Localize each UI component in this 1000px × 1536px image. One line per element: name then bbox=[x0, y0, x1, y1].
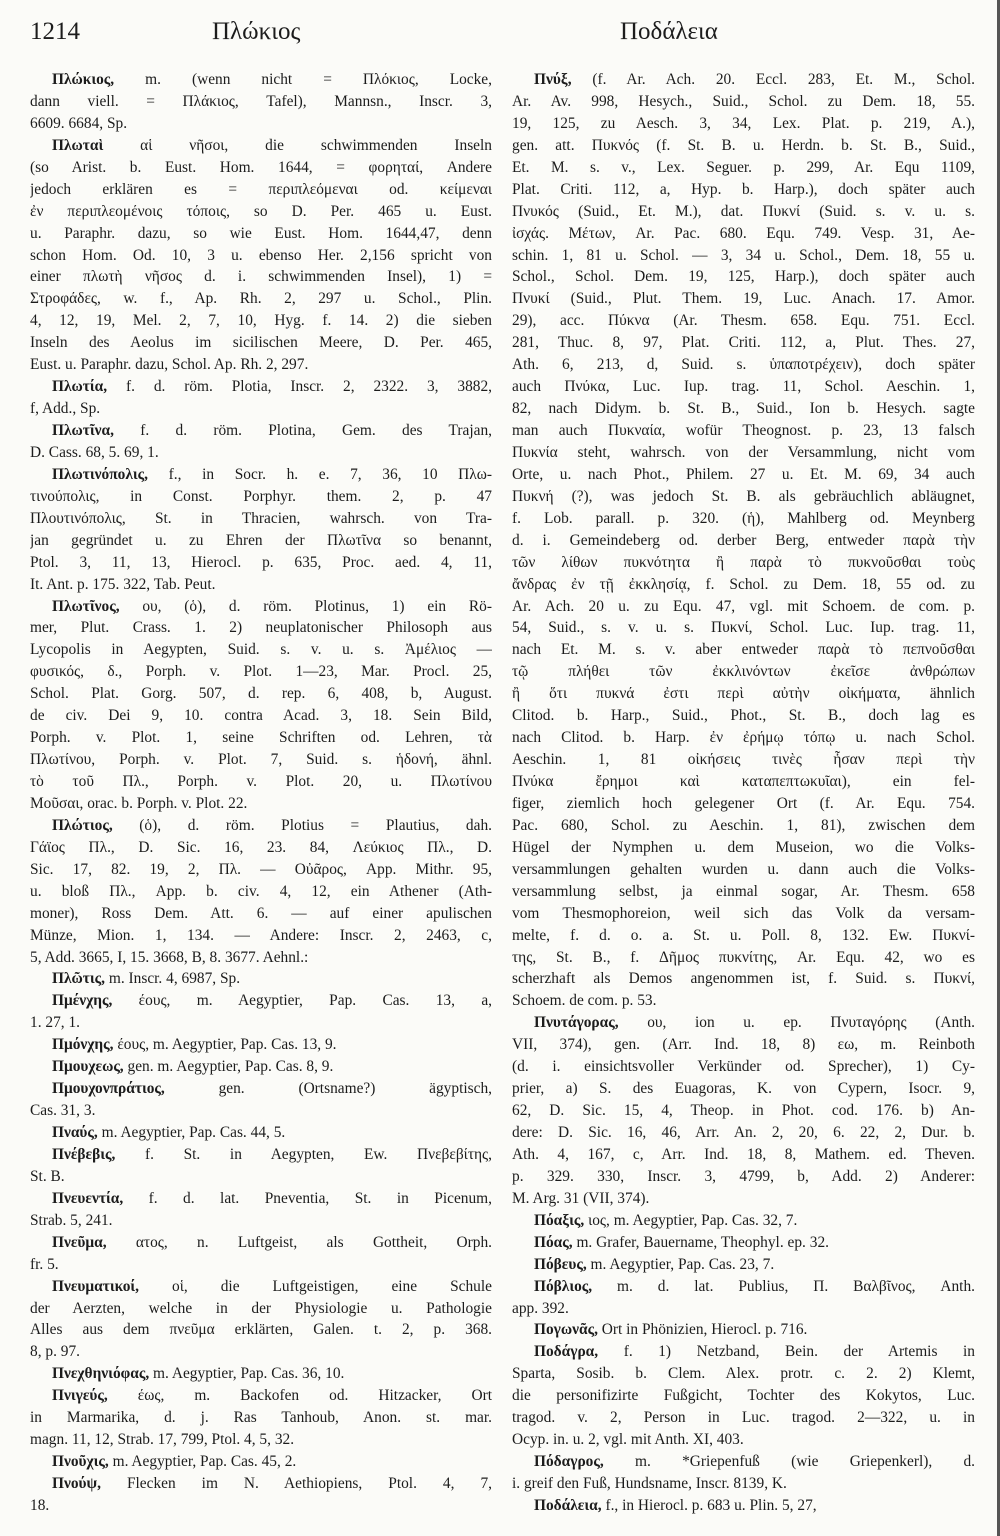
entry-line: (d. i. einsichtsvoller Verkünder od. Sprecher), 1) Cy- bbox=[512, 1058, 975, 1076]
entry-first-line bbox=[30, 596, 492, 618]
entry-headword: Πνευεντία, bbox=[52, 1189, 124, 1207]
entry-line: 8, p. 97. bbox=[30, 1343, 81, 1361]
entry-line: St. B. bbox=[30, 1167, 65, 1185]
entry-line: 62, D. Sic. 15, 4, Theop. in Phot. cod. 176. b) An- bbox=[512, 1102, 975, 1120]
entry-line: D. Cass. 68, 5. 69, 1. bbox=[30, 443, 159, 461]
entry-line: versammlungen gehalten wurden u. dann auch die Volks- bbox=[512, 860, 975, 878]
entry-line: M. Arg. 31 (VII, 374). bbox=[512, 1189, 650, 1207]
entry-headword: Πλωτῖνος, bbox=[52, 597, 120, 615]
entry-text: m. (wenn nicht = Πλόκιος, Locke, bbox=[114, 71, 492, 88]
entry-line: Sic. 17, 82. 19, 2, Πλ. — Οὐᾶρος, App. Mithr. 95, bbox=[30, 860, 492, 878]
entry-line: dann viell. = Πλάκιος, Tafel), Mannsn., Inscr. 3, bbox=[30, 92, 492, 110]
entry-line: 54, Suid., s. v. u. s. Πυκνί, Schol. Luc. Iup. trag. 11, bbox=[512, 619, 975, 637]
entry-headword: Πλωτῖνα, bbox=[52, 422, 114, 439]
entry-line: Πλωτίνου, Porph. v. Plot. 7, Suid. s. ἡδονή, ähnl. bbox=[30, 751, 492, 769]
entry-text: m. Aegyptier, Pap. Cas. 44, 5. bbox=[97, 1124, 286, 1141]
entry-line: moner), Ross Dem. Att. 6. — auf einer apulischen bbox=[30, 904, 492, 922]
entry-first-line bbox=[30, 1078, 492, 1100]
entry-headword: Πόας, bbox=[534, 1233, 573, 1251]
entry-line: Πυκνία steht, wahrsch. von der Versammlung, nicht vom bbox=[512, 443, 975, 461]
entry-line: Inseln des Aeolus im sicilischen Meere, D. Per. 465, bbox=[30, 334, 492, 352]
entry-line: magn. 11, 12, Strab. 17, 799, Ptol. 4, 5, 32. bbox=[30, 1431, 295, 1449]
entry-line: f. Lob. parall. p. 320. (ἡ), Mahlberg od. Meynberg bbox=[512, 509, 975, 527]
entry-line: 6609. 6684, Sp. bbox=[30, 114, 128, 132]
entry-line: gen. att. Πυκνός (f. St. B. u. Herdn. b. St. B., Suid., bbox=[512, 136, 975, 154]
entry-line: jedoch erklären es = περιπλεόμεναι od. κείμεναι bbox=[30, 180, 492, 198]
entry-headword: Πναύς, bbox=[52, 1124, 98, 1141]
entry-first-line bbox=[30, 968, 492, 990]
entry-text: Flecken im N. Aethiopiens, Ptol. 4, 7, bbox=[100, 1475, 492, 1492]
entry-line: ἄνδρας ἐν τῇ ἐκκλησίᾳ, f. Schol. zu Dem. 18, 55 od. zu bbox=[512, 575, 975, 593]
entry-line: versammlung selbst, ja einmal sogar, Ar. Thesm. 658 bbox=[512, 882, 975, 900]
entry-line: nach Et. M. s. v. aber entweder παρὰ τὸ πεπνοῦσθαι bbox=[512, 641, 975, 659]
entry-line: einer πλωτὴ νῆσος d. i. schwimmenden Insel), 1) = bbox=[30, 268, 492, 286]
entry-line: Schoem. de com. p. 53. bbox=[512, 992, 657, 1010]
entry-headword: Πόβευς, bbox=[534, 1255, 587, 1273]
entry-text: ου, (ὁ), d. röm. Plotinus, 1) ein Rö- bbox=[119, 597, 492, 615]
entry-first-line bbox=[512, 1341, 975, 1363]
entry-first-line bbox=[30, 1034, 492, 1056]
entry-line: Et. M. s. v., Lex. Seguer. p. 299, Ar. Equ 1109, bbox=[512, 158, 975, 176]
entry-line: u. bloß Πλ., App. b. civ. 4, 12, ein Athener (Ath- bbox=[30, 882, 492, 900]
entry-first-line bbox=[30, 135, 492, 157]
entry-text: m. Inscr. 4, 6987, Sp. bbox=[105, 970, 241, 988]
entry-text: f. 1) Netzband, Bein. der Artemis in bbox=[598, 1343, 975, 1361]
entry-line: Lycopolis in Aegypten, Suid. s. v. u. s. Ἀμέλιος — bbox=[30, 641, 492, 659]
entry-first-line bbox=[30, 376, 492, 398]
entry-line: Ath. 4, 167, c, Arr. Ind. 18, 8, Mathem. ed. Theven. bbox=[512, 1145, 975, 1163]
entry-line: Ath. 6, 213, d, Suid. s. ὑπαποτρέχειν), doch später bbox=[512, 356, 975, 374]
entry-line: app. 392. bbox=[512, 1299, 569, 1317]
entry-headword: Πνευματικοί, bbox=[52, 1277, 140, 1295]
entry-headword: Πμουχονπράτιος, bbox=[52, 1080, 165, 1098]
entry-line: 1. 27, 1. bbox=[30, 1014, 81, 1032]
entry-first-line bbox=[30, 1232, 492, 1254]
entry-line: d. i. Gemeindeberg od. derber Berg, entweder παρὰ τὴν bbox=[512, 531, 975, 549]
entry-headword: Ποδάλεια, bbox=[534, 1496, 602, 1514]
entry-text: m. d. lat. Publius, Π. Βαλβῖνος, Anth. bbox=[592, 1277, 975, 1295]
entry-line: mer, Plut. Crass. 1. 2) neuplatonischer Philosoph aus bbox=[30, 619, 492, 637]
entry-line: Aeschin. 1, 81 οἰκήσεις τινὲς ἦσαν περὶ τὴν bbox=[512, 751, 975, 769]
entry-first-line bbox=[30, 69, 492, 91]
entry-first-line bbox=[512, 1254, 975, 1276]
entry-first-line bbox=[512, 1451, 975, 1473]
entry-line: τῶν λίθων πυκνότητα ἢ παρὰ τὸ πυκνοῦσθαι τοὺς bbox=[512, 553, 975, 571]
entry-line: tragod. v. 2, Person in Luc. tragod. 2—322, u. in bbox=[512, 1409, 975, 1427]
entry-first-line bbox=[512, 1319, 975, 1341]
entry-first-line bbox=[512, 1232, 975, 1254]
entry-line: της, St. B., f. Δῆμος πυκνίτης, Ar. Equ. 42, wo es bbox=[512, 948, 975, 966]
entry-line: Schol., Schol. Dem. 19, 125, Harp.), doch später auch bbox=[512, 268, 975, 286]
entry-line: ἐν περιπλεομένοις τόποις, so D. Per. 465 u. Eust. bbox=[30, 202, 492, 220]
entry-headword: Πλώκιος, bbox=[52, 71, 115, 88]
entry-line: Πυκνή (?), was jedoch St. B. als gebräuchlich abläugnet, bbox=[512, 487, 975, 505]
entry-line: Πνυκί (Suid., Plut. Them. 19, Luc. Anach. 17. Amor. bbox=[512, 290, 975, 308]
entry-headword: Πόβλιος, bbox=[534, 1277, 593, 1295]
entry-line: 281, Thuc. 8, 97, Plat. Criti. 112, a, Plut. Thes. 27, bbox=[512, 334, 975, 352]
entry-line: Clitod. b. Harp., Suid., Phot., St. B., doch lag es bbox=[512, 707, 975, 725]
entry-text: έους, m. Aegyptier, Pap. Cas. 13, 9. bbox=[113, 1036, 337, 1054]
left-guide-word: Πλώκιος bbox=[212, 18, 301, 45]
entry-headword: Πνέβεβις, bbox=[52, 1145, 116, 1163]
entry-first-line bbox=[512, 69, 975, 91]
entry-text: m. Aegyptier, Pap. Cas. 45, 2. bbox=[108, 1453, 297, 1471]
entry-line: prier, a) S. des Euagoras, K. von Cypern, Isocr. 9, bbox=[512, 1080, 975, 1098]
entry-line: schin. 1, 81 u. Schol. — 3, 34 u. Schol., Dem. 18, 55 u. bbox=[512, 246, 975, 264]
entry-line: Pac. 680, Schol. zu Aeschin. 1, 81), zwischen dem bbox=[512, 816, 975, 834]
entry-text: οἱ, die Luftgeistigen, eine Schule bbox=[139, 1277, 492, 1295]
entry-line: Πλουτινόπολις, St. in Thracien, wahrsch. von Tra- bbox=[30, 509, 492, 527]
entry-text: f. St. in Aegypten, Ew. Πνεβεβίτης, bbox=[115, 1145, 492, 1163]
right-column bbox=[512, 69, 975, 1517]
entry-line: figer, ziemlich hoch gelegener Ort (f. Ar. Equ. 754. bbox=[512, 794, 975, 812]
entry-line: Alles aus dem πνεῦμα erklärten, Galen. t. 2, p. 368. bbox=[30, 1321, 492, 1339]
entry-headword: Πλῶτις, bbox=[52, 970, 105, 988]
entry-line: ἢ ὅτι πυκνά ἐστι περὶ αὐτὴν οἰκήματα, ähnlich bbox=[512, 685, 975, 703]
entry-text: f. d. röm. Plotia, Inscr. 2, 2322. 3, 3882, bbox=[107, 378, 492, 396]
entry-line: fr. 5. bbox=[30, 1255, 59, 1273]
entry-line: ἰσχάς. Μέτων, Ar. Pac. 680. Equ. 749. Vesp. 31, Ae- bbox=[512, 224, 975, 242]
entry-line: Eust. u. Paraphr. dazu, Schol. Ap. Rh. 2, 297. bbox=[30, 356, 309, 374]
entry-text: m. Aegyptier, Pap. Cas. 36, 10. bbox=[149, 1365, 345, 1383]
entry-line: Schol. Plat. Gorg. 507, d. rep. 6, 408, b, August. bbox=[30, 685, 492, 703]
entry-line: Porph. v. Plot. 1, seine Schriften od. Lehren, τὰ bbox=[30, 729, 492, 747]
entry-text: f., in Hierocl. p. 683 u. Plin. 5, 27, bbox=[601, 1496, 817, 1514]
entry-text: αἱ νῆσοι, die schwimmenden Inseln bbox=[103, 136, 492, 154]
entry-line: Πνύκα ἔρημοι καὶ καταπεπτωκυῖαι), ein fel- bbox=[512, 773, 975, 790]
left-column bbox=[30, 69, 492, 1517]
entry-headword: Πλωταὶ bbox=[52, 136, 104, 154]
entry-line: jan gegründet u. zu Ehren der Πλωτῖνα so benannt, bbox=[30, 531, 492, 549]
entry-first-line bbox=[30, 815, 492, 837]
page-number: 1214 bbox=[30, 18, 80, 45]
right-guide-word: Ποδάλεια bbox=[620, 18, 718, 45]
entry-headword: Πλώτιος, bbox=[52, 816, 113, 834]
entry-headword: Πνύξ, bbox=[534, 71, 572, 88]
entry-headword: Πνεῦμα, bbox=[52, 1233, 107, 1251]
entry-line: τὸ τοῦ Πλ., Porph. v. Plot. 20, u. Πλωτίνου bbox=[30, 773, 492, 790]
entry-first-line bbox=[30, 1056, 492, 1078]
entry-line: auch Πνύκα, Luc. Iup. trag. 11, Schol. Aeschin. 1, bbox=[512, 378, 975, 396]
entry-line: de civ. Dei 9, 10. contra Acad. 3, 18. Sein Bild, bbox=[30, 707, 492, 725]
entry-first-line bbox=[30, 1122, 492, 1144]
entry-line: Münze, Mion. 1, 134. — Andere: Inscr. 2, 2463, c, bbox=[30, 926, 492, 944]
entry-line: Strab. 5, 241. bbox=[30, 1211, 113, 1229]
entry-first-line bbox=[30, 990, 492, 1012]
entry-line: p. 329. 330, Inscr. 3, 4799, b, Add. 2) Anderer: bbox=[512, 1167, 975, 1185]
entry-line: die personifizirte Fußgicht, Tochter des Kokytos, Luc. bbox=[512, 1387, 975, 1405]
entry-headword: Πμουχεως, bbox=[52, 1058, 124, 1076]
entry-line: 82, nach Didym. b. St. B., Suid., Ion b. Hesych. sagte bbox=[512, 400, 975, 418]
entry-line: 18. bbox=[30, 1496, 50, 1514]
entry-text: ιος, m. Aegyptier, Pap. Cas. 32, 7. bbox=[584, 1211, 798, 1229]
entry-line: Γάϊος Πλ., D. Sic. 16, 23. 84, Λεύκιος Πλ., D. bbox=[30, 838, 492, 856]
entry-line: 4, 12, 19, Mel. 2, 7, 10, Hyg. f. 14. 2) die sieben bbox=[30, 312, 492, 330]
entry-headword: Πμόνχης, bbox=[52, 1036, 114, 1054]
entry-first-line bbox=[30, 1473, 492, 1495]
entry-line: Ptol. 3, 11, 13, Hierocl. p. 635, Proc. aed. 4, 11, bbox=[30, 553, 492, 571]
entry-text: (f. Ar. Ach. 20. Eccl. 283, Et. M., Schol. bbox=[571, 71, 975, 88]
entry-headword: Πνιγεύς, bbox=[52, 1387, 108, 1405]
entry-line: Στροφάδες, w. f., Ap. Rh. 2, 297 u. Schol., Plin. bbox=[30, 290, 492, 308]
entry-headword: Πλωτία, bbox=[52, 378, 108, 396]
entry-line: 29), acc. Πύκνα (Ar. Thesm. 658. Equ. 751. Eccl. bbox=[512, 312, 975, 330]
entry-line: Cas. 31, 3. bbox=[30, 1102, 96, 1120]
entry-text: έως, m. Backofen od. Hitzacker, Ort bbox=[107, 1387, 492, 1405]
entry-line: f, Add., Sp. bbox=[30, 400, 101, 418]
entry-first-line bbox=[30, 1385, 492, 1407]
entry-headword: Πογωνᾶς, bbox=[534, 1321, 598, 1339]
entry-first-line bbox=[30, 1188, 492, 1210]
entry-line: u. Paraphr. dazu, so wie Eust. Hom. 1644,47, denn bbox=[30, 224, 492, 242]
entry-line: scherzhaft als Demos angenommen ist, f. Suid. s. Πυκνί, bbox=[512, 970, 975, 988]
entry-line: in Marmarika, d. j. Ras Tanhoub, Anon. st. mar. bbox=[30, 1409, 492, 1427]
entry-line: 19, 125, zu Aesch. 3, 34, Lex. Plat. p. 219, A.), bbox=[512, 114, 975, 132]
entry-line: Sparta, Sosib. b. Clem. Alex. protr. c. 2. 2) Klemt, bbox=[512, 1365, 975, 1383]
entry-headword: Ποδάγρα, bbox=[534, 1343, 599, 1361]
entry-first-line bbox=[30, 1276, 492, 1298]
entry-headword: Πνούψ, bbox=[52, 1475, 101, 1492]
entry-line: der Aerzten, welche in der Physiologie u. Pathologie bbox=[30, 1299, 492, 1317]
entry-line: τινούπολις, in Const. Porphyr. them. 2, p. 47 bbox=[30, 487, 492, 505]
entry-line: Πνυκός (Suid., Et. M.), dat. Πυκνί (Suid. s. v. u. s. bbox=[512, 202, 975, 220]
entry-headword: Πλωτινόπολις, bbox=[52, 465, 149, 483]
entry-line: schon Hom. Od. 10, 3 u. ebenso Her. 2,156 spricht von bbox=[30, 246, 492, 264]
entry-first-line bbox=[512, 1276, 975, 1298]
entry-text: Ort in Phönizien, Hierocl. p. 716. bbox=[597, 1321, 808, 1339]
entry-first-line bbox=[30, 464, 492, 486]
entry-line: vom Thesmophoreion, weil sich das Volk da versam- bbox=[512, 904, 975, 922]
entry-text: f., in Socr. h. e. 7, 36, 10 Πλω- bbox=[148, 465, 492, 483]
entry-line: nach Clitod. b. Harp. ἐν ἐρήμῳ τόπῳ u. nach Schol. bbox=[512, 729, 975, 747]
entry-line: i. greif den Fuß, Hundsname, Inscr. 8139, K. bbox=[512, 1475, 787, 1492]
entry-text: (ὁ), d. röm. Plotius = Plautius, dah. bbox=[112, 816, 492, 834]
entry-first-line bbox=[512, 1495, 975, 1517]
entry-line: melte, f. d. o. a. St. u. Poll. 8, 132. Ew. Πυκνί- bbox=[512, 926, 975, 944]
entry-first-line bbox=[30, 420, 492, 442]
entry-text: ατος, n. Luftgeist, als Gottheit, Orph. bbox=[106, 1233, 492, 1251]
entry-headword: Πνοῦχις, bbox=[52, 1453, 109, 1471]
entry-line: Ocyp. in. u. 2, vgl. mit Anth. XI, 403. bbox=[512, 1431, 744, 1449]
entry-headword: Πόδαγρος, bbox=[534, 1453, 604, 1471]
entry-line: Ar. Ach. 20 u. zu Equ. 47, vgl. mit Schoem. de com. p. bbox=[512, 597, 975, 615]
entry-headword: Πνεχθηνιόφας, bbox=[52, 1365, 150, 1383]
entry-text: gen. m. Aegyptier, Pap. Cas. 8, 9. bbox=[123, 1058, 334, 1076]
entry-line: Plat. Criti. 112, a, Hyp. b. Harp.), doch später auch bbox=[512, 180, 975, 198]
entry-text: f. d. lat. Pneventia, St. in Picenum, bbox=[123, 1189, 492, 1207]
entry-line: It. Ant. p. 175. 322, Tab. Peut. bbox=[30, 575, 216, 593]
entry-line: Ar. Av. 998, Hesych., Suid., Schol. zu Dem. 18, 55. bbox=[512, 92, 975, 110]
entry-line: man auch Πυκναία, wofür Theognost. p. 23, 13 falsch bbox=[512, 422, 975, 439]
entry-text: m. Grafer, Bauername, Theophyl. ep. 32. bbox=[572, 1233, 829, 1251]
entry-text: m. Aegyptier, Pap. Cas. 23, 7. bbox=[586, 1255, 775, 1273]
entry-text: έους, m. Aegyptier, Pap. Cas. 13, a, bbox=[112, 992, 492, 1010]
entry-line: dere: D. Sic. 16, 46, Arr. An. 2, 20, 6. 22, 2, Dur. b. bbox=[512, 1124, 975, 1141]
entry-headword: Πόαξις, bbox=[534, 1211, 585, 1229]
entry-line: Μοῦσαι, orac. b. Porph. v. Plot. 22. bbox=[30, 794, 248, 812]
entry-first-line bbox=[30, 1451, 492, 1473]
entry-text: f. d. röm. Plotina, Gem. des Trajan, bbox=[113, 422, 492, 439]
entry-first-line bbox=[512, 1012, 975, 1034]
entry-first-line bbox=[512, 1210, 975, 1232]
entry-headword: Πμένχης, bbox=[52, 992, 113, 1010]
entry-line: (so Arist. b. Eust. Hom. 1644, = φορηταί, Andere bbox=[30, 158, 492, 176]
entry-line: 5, Add. 3665, I, 15. 3668, B, 8. 3677. Aehnl.: bbox=[30, 948, 309, 966]
entry-headword: Πνυτάγορας, bbox=[534, 1014, 619, 1032]
entry-text: ου, ion u. ep. Πνυταγόρης (Anth. bbox=[618, 1014, 975, 1032]
entry-line: Orte, u. nach Phot., Philem. 27 u. Et. M. 69, 34 auch bbox=[512, 465, 975, 483]
entry-line: τῷ πλήθει τῶν ἐκκλινόντων ἐκεῖσε ἀνθρώπων bbox=[512, 663, 975, 681]
entry-line: φυσικός, δ., Porph. v. Plot. 1—23, Mar. Procl. 25, bbox=[30, 663, 492, 681]
entry-line: Hügel der Nymphen u. dem Museion, wo die Volks- bbox=[512, 838, 975, 856]
entry-first-line bbox=[30, 1363, 492, 1385]
entry-line: VII, 374), gen. (Arr. Ind. 18, 8) εω, m. Reinboth bbox=[512, 1036, 975, 1054]
entry-text: gen. (Ortsname?) ägyptisch, bbox=[164, 1080, 492, 1098]
entry-first-line bbox=[30, 1144, 492, 1166]
entry-text: m. *Griepenfuß (wie Griepenkerl), d. bbox=[603, 1453, 975, 1471]
